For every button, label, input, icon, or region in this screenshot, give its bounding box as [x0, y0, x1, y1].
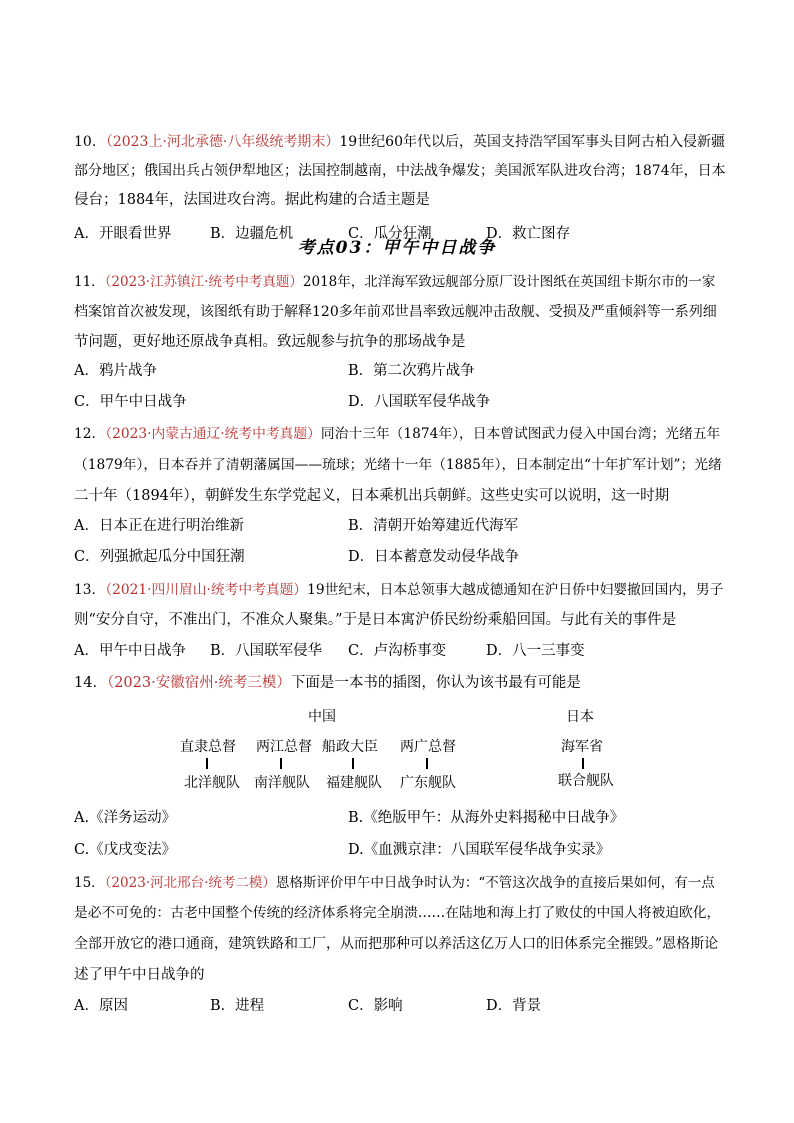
q14-number: 14．: [74, 675, 107, 691]
diagram-japan-heading: 日本: [566, 709, 594, 725]
q13-text-1: 19世纪末，日本总领事大越成德通知在沪日侨中妇婴撤回国内，男子: [307, 582, 724, 598]
q14-source: （2023·安徽宿州·统考三模）: [106, 675, 291, 691]
q10-line-2: 部分地区；俄国出兵占领伊犁地区；法国控制越南，中法战争爆发；美国派军队进攻台湾；1874年，日本: [74, 163, 726, 179]
q13-option-a: A．甲午中日战争: [74, 643, 186, 659]
q11-line-2: 档案馆首次被发现，该图纸有助于解释120多年前邓世昌率致远舰冲击敌舰、受损及严重倾斜等一系列细: [74, 304, 717, 320]
q14-option-b: B.《绝版甲午：从海外史料揭秘中日战争》: [348, 810, 625, 826]
q15-line-1: [74, 873, 715, 893]
q15-text-1: 恩格斯评价甲午中日战争时认为：“不管这次战争的直接后果如何，有一点: [275, 875, 715, 891]
q12-source: （2023·内蒙古通辽·统考中考真题）: [105, 426, 321, 442]
q12-option-b: B．清朝开始筹建近代海军: [348, 518, 519, 534]
diagram-connector: [582, 758, 584, 769]
diagram-connector: [206, 758, 208, 769]
diagram-official-lianguang: 两广总督: [400, 739, 456, 755]
diagram-fleet-fujian: 福建舰队: [326, 775, 382, 791]
diagram-official-liangjiang: 两江总督: [256, 739, 312, 755]
q11-text-1: 2018年，北洋海军致远舰部分原厂设计图纸在英国纽卡斯尔市的一家: [302, 274, 716, 290]
diagram-fleet-combined: 联合舰队: [558, 773, 614, 789]
q12-line-3: 二十年（1894年），朝鲜发生东学党起义，日本乘机出兵朝鲜。这些史实可以说明，这一时期: [74, 488, 670, 504]
q13-option-d: D．八一三事变: [486, 643, 585, 659]
q13-option-c: C．卢沟桥事变: [348, 643, 447, 659]
q15-line-2: 是必不可免的：古老中国整个传统的经济体系将完全崩溃……在陆地和海上打了败仗的中国人将被迫欧化，: [74, 905, 721, 921]
q12-line-2: （1879年），日本吞并了清朝藩属国——琉球；光绪十一年（1885年），日本制定出“十年扩军计划”；光绪: [74, 457, 722, 473]
q10-source: （2023上·河北承德·八年级统考期末）: [105, 134, 340, 150]
diagram-connector: [426, 758, 428, 769]
q12-number: 12．: [74, 426, 106, 442]
q15-option-c: C．影响: [348, 998, 403, 1014]
q11-number: 11．: [74, 274, 105, 290]
diagram-connector: [280, 758, 282, 769]
diagram-china-heading: 中国: [308, 709, 336, 725]
q10-option-a: A．开眼看世界: [74, 226, 172, 242]
q12-option-c: C．列强掀起瓜分中国狂潮: [74, 549, 245, 565]
q10-line-1: [74, 132, 725, 152]
q14-option-c: C.《戊戌变法》: [74, 842, 177, 858]
section-title: 考点03：甲午中日战争: [297, 238, 497, 258]
q10-option-b: B．边疆危机: [210, 226, 294, 242]
q12-line-1: [74, 424, 720, 444]
diagram-fleet-nanyang: 南洋舰队: [254, 775, 310, 791]
q12-text-1: 同治十三年（1874年），日本曾试图武力侵入中国台湾；光绪五年: [320, 426, 721, 442]
q11-option-d: D．八国联军侵华战争: [348, 394, 491, 410]
q12-option-a: A．日本正在进行明治维新: [74, 518, 244, 534]
q10-line-3: 侵台；1884年，法国进攻台湾。据此构建的合适主题是: [74, 192, 430, 208]
diagram-official-zhili: 直隶总督: [180, 739, 236, 755]
q13-line-2: 则“安分自守，不准出门，不准众人聚集。”于是日本寓沪侨民纷纷乘船回国。与此有关的事件是: [74, 612, 677, 628]
q11-source: （2023·江苏镇江·统考中考真题）: [104, 274, 303, 290]
q11-option-a: A．鸦片战争: [74, 363, 157, 379]
q14-option-a: A.《洋务运动》: [74, 810, 177, 826]
q10-option-c: C．瓜分狂潮: [348, 226, 432, 242]
diagram-fleet-beiyang: 北洋舰队: [184, 775, 240, 791]
diagram-fleet-guangdong: 广东舰队: [400, 775, 456, 791]
q15-option-b: B．进程: [210, 998, 265, 1014]
q14-option-d: D.《血溅京津：八国联军侵华战争实录》: [348, 842, 611, 858]
q11-option-b: B．第二次鸦片战争: [348, 363, 475, 379]
q15-line-3: 全部开放它的港口通商，建筑铁路和工厂，从而把那种可以养活这亿万人口的旧体系完全摧毁。”恩格斯论: [74, 936, 719, 952]
q14-text-1: 下面是一本书的插图，你认为该书最有可能是: [290, 675, 581, 691]
diagram-japan-navy-ministry: 海军省: [561, 739, 603, 755]
q11-line-1: [74, 272, 715, 292]
q15-number: 15．: [74, 875, 105, 891]
diagram-connector: [352, 758, 354, 769]
q10-text-1: 19世纪60年代以后，英国支持浩罕国军事头目阿古柏入侵新疆: [339, 134, 725, 150]
q15-option-d: D．背景: [486, 998, 542, 1014]
q14-line-1: [74, 673, 581, 693]
q11-option-c: C．甲午中日战争: [74, 394, 187, 410]
q13-option-b: B．八国联军侵华: [210, 643, 323, 659]
q15-source: （2023·河北邢台·统考二模）: [104, 875, 276, 891]
q10-number: 10．: [74, 134, 106, 150]
q13-line-1: [74, 580, 723, 600]
diagram-official-chuanzheng: 船政大臣: [322, 739, 378, 755]
q10-option-d: D．救亡图存: [486, 226, 571, 242]
q12-option-d: D．日本蓄意发动侵华战争: [348, 549, 520, 565]
q15-line-4: 述了甲午中日战争的: [74, 967, 205, 983]
q11-line-3: 节问题，更好地还原战争真相。致远舰参与抗争的那场战争是: [74, 334, 466, 350]
q13-source: （2021·四川眉山·统考中考真题）: [105, 582, 308, 598]
q15-option-a: A．原因: [74, 998, 128, 1014]
q13-number: 13．: [74, 582, 106, 598]
